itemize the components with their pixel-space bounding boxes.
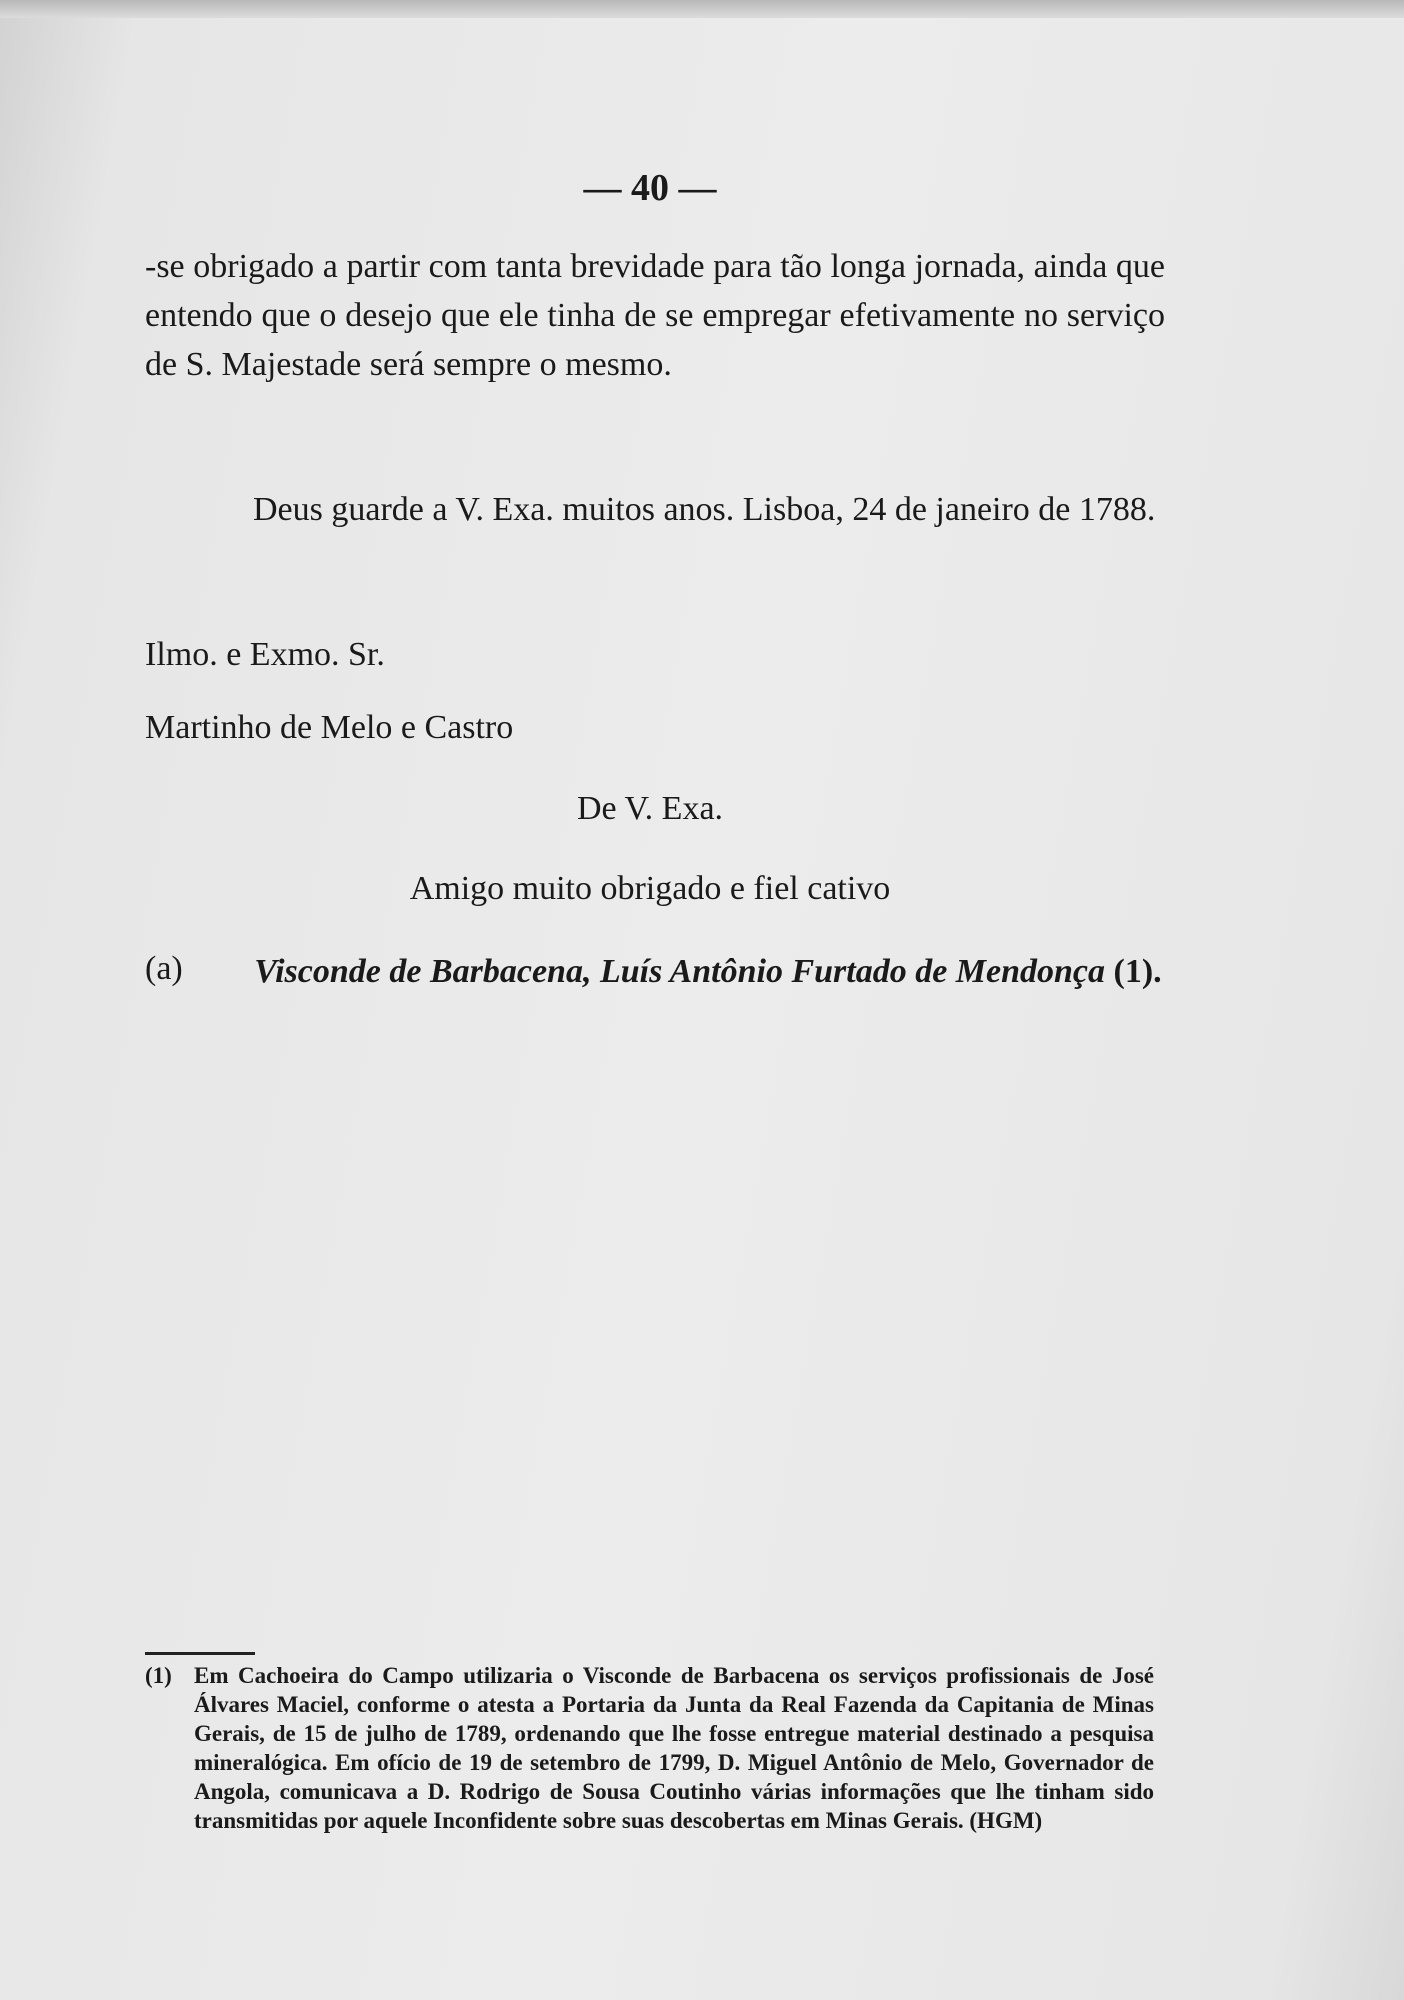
footnote-separator: [145, 1652, 255, 1655]
footnote-mark: (1): [145, 1663, 172, 1688]
letter-paragraph-2: Deus guarde a V. Exa. muitos anos. Lisboa, 24 de janeiro de 1788.: [253, 491, 1156, 528]
signature: [228, 944, 1188, 999]
letter-addressee: Martinho de Melo e Castro: [145, 709, 514, 746]
letter-closing-2: Amigo muito obrigado e fiel cativo: [409, 870, 891, 907]
letter-salutation: Ilmo. e Exmo. Sr.: [145, 636, 385, 673]
letter-closing-1: De V. Exa.: [576, 790, 724, 827]
signature-name: Visconde de Barbacena, Luís Antônio Furtado de Mendonça: [254, 953, 1106, 990]
signature-note-ref: (1).: [1105, 953, 1162, 990]
letter-paragraph-1: -se obrigado a partir com tanta brevidade para tão longa jornada, ainda que entendo que o desejo que ele tinha de se empregar efetivamente no serviço de S. Majestade será sempre o mesmo.: [145, 248, 1165, 383]
footnote-text: Em Cachoeira do Campo utilizaria o Visconde de Barbacena os serviços profissionais de José Álvares Maciel, conforme o atesta a Portaria da Junta da Real Fazenda da Capitania de Minas Gerais, de 15 de julho de 1789, ordenando que lhe fosse entregue material destinado a pesquisa mineralógica. Em ofício de 19 de setembro de 1799, D. Miguel Antônio de Melo, Governador de Angola, comunicava a D. Rodrigo de Sousa Coutinho várias informações que lhe tinham sido transmitidas por aquele Inconfidente sobre suas descobertas em Minas Gerais. (HGM): [194, 1663, 1154, 1833]
page-number: — 40 —: [583, 167, 717, 209]
page-top-edge: [0, 0, 1404, 18]
signature-mark: (a): [145, 950, 183, 987]
